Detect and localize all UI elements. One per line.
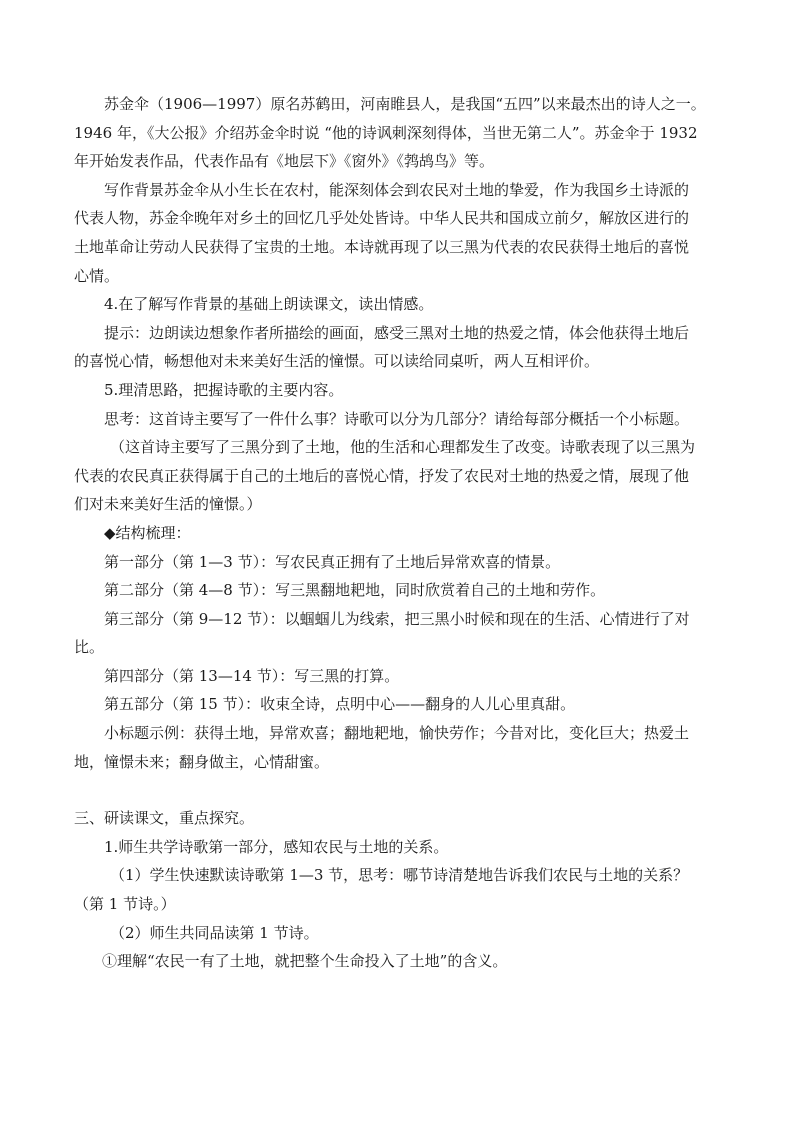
paragraph-line: 1946 年，《大公报》介绍苏金伞时说 “他的诗讽刺深刻得体，当世无第二人”。苏金伞于 1932 <box>74 123 698 142</box>
paragraph-line: 思考：这首诗主要写了一件什么事？诗歌可以分为几部分？请给每部分概括一个小标题。 <box>104 409 690 428</box>
section-heading: 5.理清思路，把握诗歌的主要内容。 <box>104 380 344 399</box>
list-item: 第二部分（第 4—8 节）：写三黑翻地耙地，同时欣赏着自己的土地和劳作。 <box>104 581 606 600</box>
list-item: 比。 <box>74 638 105 657</box>
paragraph-line: 小标题示例：获得土地，异常欢喜；翻地耙地，愉快劳作；今昔对比，变化巨大；热爱土 <box>104 724 690 743</box>
paragraph-line: 们对未来美好生活的憧憬。） <box>74 495 262 514</box>
paragraph-line: 提示：边朗读边想象作者所描绘的画面，感受三黑对土地的热爱之情，体会他获得土地后 <box>104 323 690 342</box>
spacer <box>74 776 724 804</box>
paragraph-line: 年开始发表作品，代表作品有《地层下》《窗外》《鹁鸪鸟》等。 <box>74 152 495 171</box>
paragraph-line: （这首诗主要写了三黑分到了土地，他的生活和心理都发生了改变。诗歌表现了以三黑为 <box>110 438 696 457</box>
paragraph-line: ①理解“农民一有了土地，就把整个生命投入了土地”的含义。 <box>102 952 508 971</box>
structure-heading: ◆结构梳理： <box>104 523 191 542</box>
paragraph-line: 的喜悦心情，畅想他对未来美好生活的憧憬。可以读给同桌听，两人互相评价。 <box>74 352 600 371</box>
paragraph-line: 1.师生共学诗歌第一部分，感知农民与土地的关系。 <box>104 837 449 856</box>
paragraph-line: 代表人物，苏金伞晚年对乡土的回忆几乎处处皆诗。中华人民共和国成立前夕，解放区进行的 <box>74 209 690 228</box>
document-body <box>74 90 724 976</box>
list-item: 第三部分（第 9—12 节）：以蝈蝈儿为线索，把三黑小时候和现在的生活、心情进行了对 <box>104 609 690 628</box>
list-item: 第一部分（第 1—3 节）：写农民真正拥有了土地后异常欢喜的情景。 <box>104 552 561 571</box>
paragraph-line: 心情。 <box>74 266 120 285</box>
paragraph-line: （1）学生快速默读诗歌第 1—3 节，思考：哪节诗清楚地告诉我们农民与土地的关系？ <box>110 866 689 885</box>
paragraph-line: 地，憧憬未来；翻身做主，心情甜蜜。 <box>74 752 330 771</box>
list-item: 第五部分（第 15 节）：收束全诗，点明中心——翻身的人儿心里真甜。 <box>104 695 576 714</box>
paragraph-line: （第 1 节诗。） <box>74 895 176 914</box>
section-heading: 4.在了解写作背景的基础上朗读课文，读出情感。 <box>104 295 434 314</box>
section-heading: 三、研读课文，重点探究。 <box>74 809 255 828</box>
paragraph-line: 土地革命让劳动人民获得了宝贵的土地。本诗就再现了以三黑为代表的农民获得土地后的喜悦 <box>74 237 690 256</box>
paragraph-line: 苏金伞（1906—1997）原名苏鹤田，河南睢县人，是我国“五四”以来最杰出的诗人之一。 <box>104 95 706 113</box>
paragraph-line: （2）师生共同品读第 1 节诗。 <box>110 923 319 942</box>
paragraph-line: 写作背景苏金伞从小生长在农村，能深刻体会到农民对土地的挚爱，作为我国乡土诗派的 <box>104 180 690 199</box>
paragraph-line: 代表的农民真正获得属于自己的土地后的喜悦心情，抒发了农民对土地的热爱之情，展现了他 <box>74 466 690 485</box>
list-item: 第四部分（第 13—14 节）：写三黑的打算。 <box>104 666 400 685</box>
